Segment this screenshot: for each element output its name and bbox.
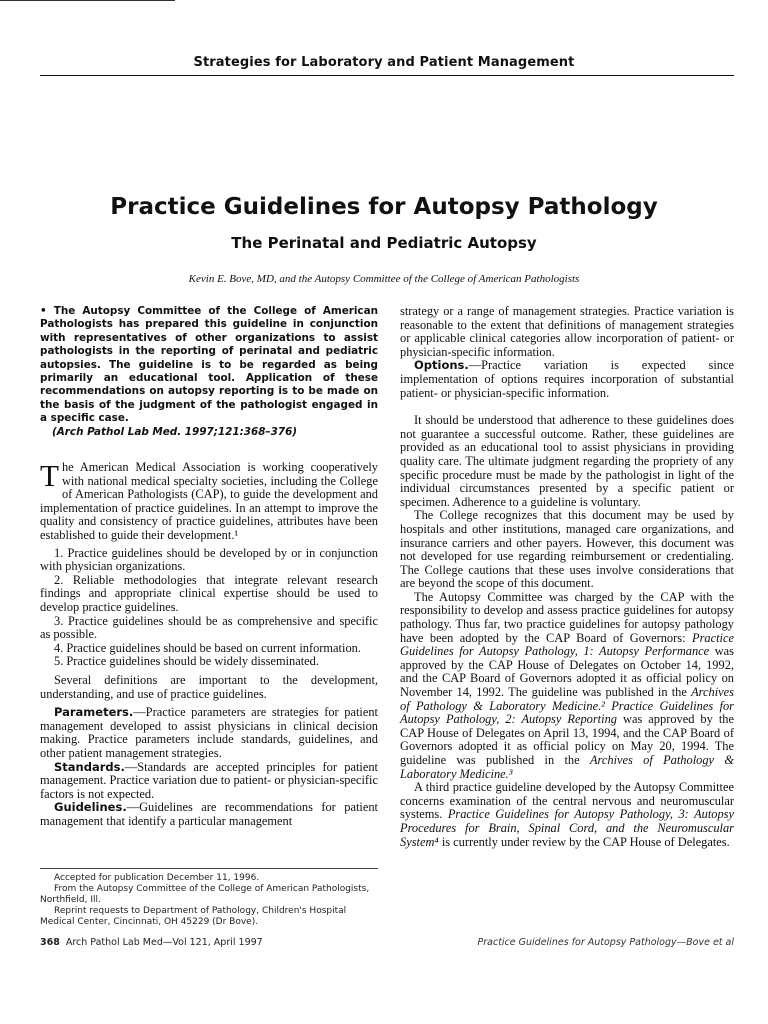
text-run: is currently under review by the CAP House of Delegates. <box>438 834 730 849</box>
drop-cap: T <box>40 458 59 494</box>
continuation-paragraph: strategy or a range of management strategies. Practice variation is reasonable to the extent that definitions of management strategies or applicable clinical categories allow incorporation of patient- or physician-specific information. <box>400 304 734 359</box>
abstract-text: The Autopsy Committee of the College of American Pathologists has prepared this guideline in conjunction with representatives of other organizations to assist pathologists in the reporting of perinatal and pediatric autopsies. The guideline is to be regarded as being primarily an educational tool. Application of these recommendations on autopsy reporting is to be made on the basis of the judgment of the pathologist engaged in a specific case. <box>40 305 378 425</box>
list-item: 1. Practice guidelines should be developed by or in conjunction with physician organizations. <box>40 545 378 574</box>
definition-text: —Guidelines are recommendations for patient management that identify a particular management <box>40 800 378 828</box>
definition-text: —Practice parameters are strategies for patient management developed to assist physicians in clinical decision making. Practice parameters include standards, guidelines, and other patient management strategies. <box>40 705 378 760</box>
author-line: Kevin E. Bove, MD, and the Autopsy Committee of the College of American Pathologists <box>188 273 580 285</box>
definition-parameters <box>40 706 378 760</box>
definition-options <box>400 359 734 400</box>
text-run: Archives of Pathology & Laboratory Medicine.³ <box>400 753 734 781</box>
list-item: 2. Reliable methodologies that integrate relevant research findings and appropriate clinical expertise should be used to develop practice guidelines. <box>40 572 378 614</box>
term-standards: Standards. <box>54 759 125 774</box>
footnotes <box>40 873 378 928</box>
footnote: Accepted for publication December 11, 1996. <box>54 873 260 883</box>
article-subtitle: The Perinatal and Pediatric Autopsy <box>231 234 537 252</box>
text-run: A third practice guideline developed by the Autopsy Committee concerns examination of the central nervous and neuromuscular systems. <box>400 780 734 822</box>
right-column <box>400 305 734 849</box>
abstract-citation: (Arch Pathol Lab Med. 1997;121:368–376) <box>52 425 298 438</box>
article-title: Practice Guidelines for Autopsy Pathology <box>110 194 658 220</box>
running-head-rule <box>40 75 734 76</box>
left-column <box>40 305 378 829</box>
paragraph-committee <box>400 591 734 781</box>
definition-standards <box>40 761 378 802</box>
footnote: Reprint requests to Department of Pathology, Children's Hospital Medical Center, Cincinnati, OH 45229 (Dr Bove). <box>40 906 347 927</box>
definitions-intro: Several definitions are important to the development, understanding, and use of practice guidelines. <box>40 672 378 701</box>
definition-guidelines <box>40 801 378 828</box>
page-number: 368 <box>40 937 60 948</box>
definition-text: —Practice variation is expected since implementation of options requires incorporation of substantial patient- or physician-specific information. <box>400 358 734 400</box>
intro-text: he American Medical Association is working cooperatively with national medical specialty societies, including the College of American Pathologists (CAP), to guide the development and implementation of practice guidelines. In an attempt to improve the quality and consistency of practice guidelines, attributes have been established to guide their development.¹ <box>40 460 378 543</box>
text-run: Archives of Pathology & Laboratory Medicine.² Practice Guidelines for Autopsy Pathology, 2: Autopsy Reporting <box>400 685 734 727</box>
journal-citation: Arch Pathol Lab Med—Vol 121, April 1997 <box>65 937 263 948</box>
footnote-rule <box>40 868 378 869</box>
bullet-icon: • <box>40 305 47 317</box>
abstract <box>40 305 378 439</box>
text-run: was approved by the CAP House of Delegates on April 13, 1994, and the CAP Board of Governors adopted it as official policy on May 20, 1994. The guideline was published in the <box>400 712 734 767</box>
paragraph-adherence: It should be understood that adherence to these guidelines does not guarantee a successful outcome. Rather, these guidelines are provided as an educational tool to assist physicians in providing quality care. The ultimate judgment regarding the propriety of any specific procedure must be made by the pathologist in light of the individual circumstances presented by a specific patient or specimen. Adherence to a guideline is voluntary. <box>400 413 734 509</box>
folio-right: Practice Guidelines for Autopsy Pathology—Bove et al <box>477 937 734 948</box>
attribute-list <box>40 547 378 669</box>
folio-left <box>40 937 263 948</box>
top-edge-rule <box>0 0 175 1</box>
text-run: The Autopsy Committee was charged by the CAP with the responsibility to develop and assess practice guidelines for autopsy pathology. Thus far, two practice guidelines for autopsy pathology have been adopted by the CAP Board of Governors: <box>400 589 734 645</box>
text-run: was approved by the CAP House of Delegates on October 14, 1992, and the CAP Board of Governors adopted it as official policy on November 14, 1992. The guideline was published in the <box>400 644 734 700</box>
term-guidelines: Guidelines. <box>54 800 127 815</box>
paragraph-college: The College recognizes that this document may be used by hospitals and other institutions, managed care organizations, and insurance carriers and other payers. However, this document was not developed for use regarding reimbursement or credentialing. The College cautions that these uses involve considerations that are beyond the scope of this document. <box>400 508 734 591</box>
term-parameters: Parameters. <box>54 705 134 720</box>
definition-text: —Standards are accepted principles for patient management. Practice variation due to patient- or physician-specific factors is not expected. <box>40 759 378 801</box>
text-run: Practice Guidelines for Autopsy Pathology, 3: Autopsy Procedures for Brain, Spinal Cord, and the Neuromuscular System⁴ <box>400 807 734 849</box>
intro-paragraph <box>40 458 378 543</box>
text-run: Practice Guidelines for Autopsy Pathology, 1: Autopsy Performance <box>400 630 734 659</box>
paragraph-third-guideline <box>400 781 734 849</box>
term-options: Options. <box>414 358 469 373</box>
list-item: 5. Practice guidelines should be widely disseminated. <box>54 654 319 669</box>
list-item: 3. Practice guidelines should be as comprehensive and specific as possible. <box>40 613 378 642</box>
running-head: Strategies for Laboratory and Patient Management <box>193 55 575 70</box>
list-item: 4. Practice guidelines should be based on current information. <box>54 640 361 655</box>
footnote: From the Autopsy Committee of the College of American Pathologists, Northfield, Ill. <box>40 884 370 905</box>
